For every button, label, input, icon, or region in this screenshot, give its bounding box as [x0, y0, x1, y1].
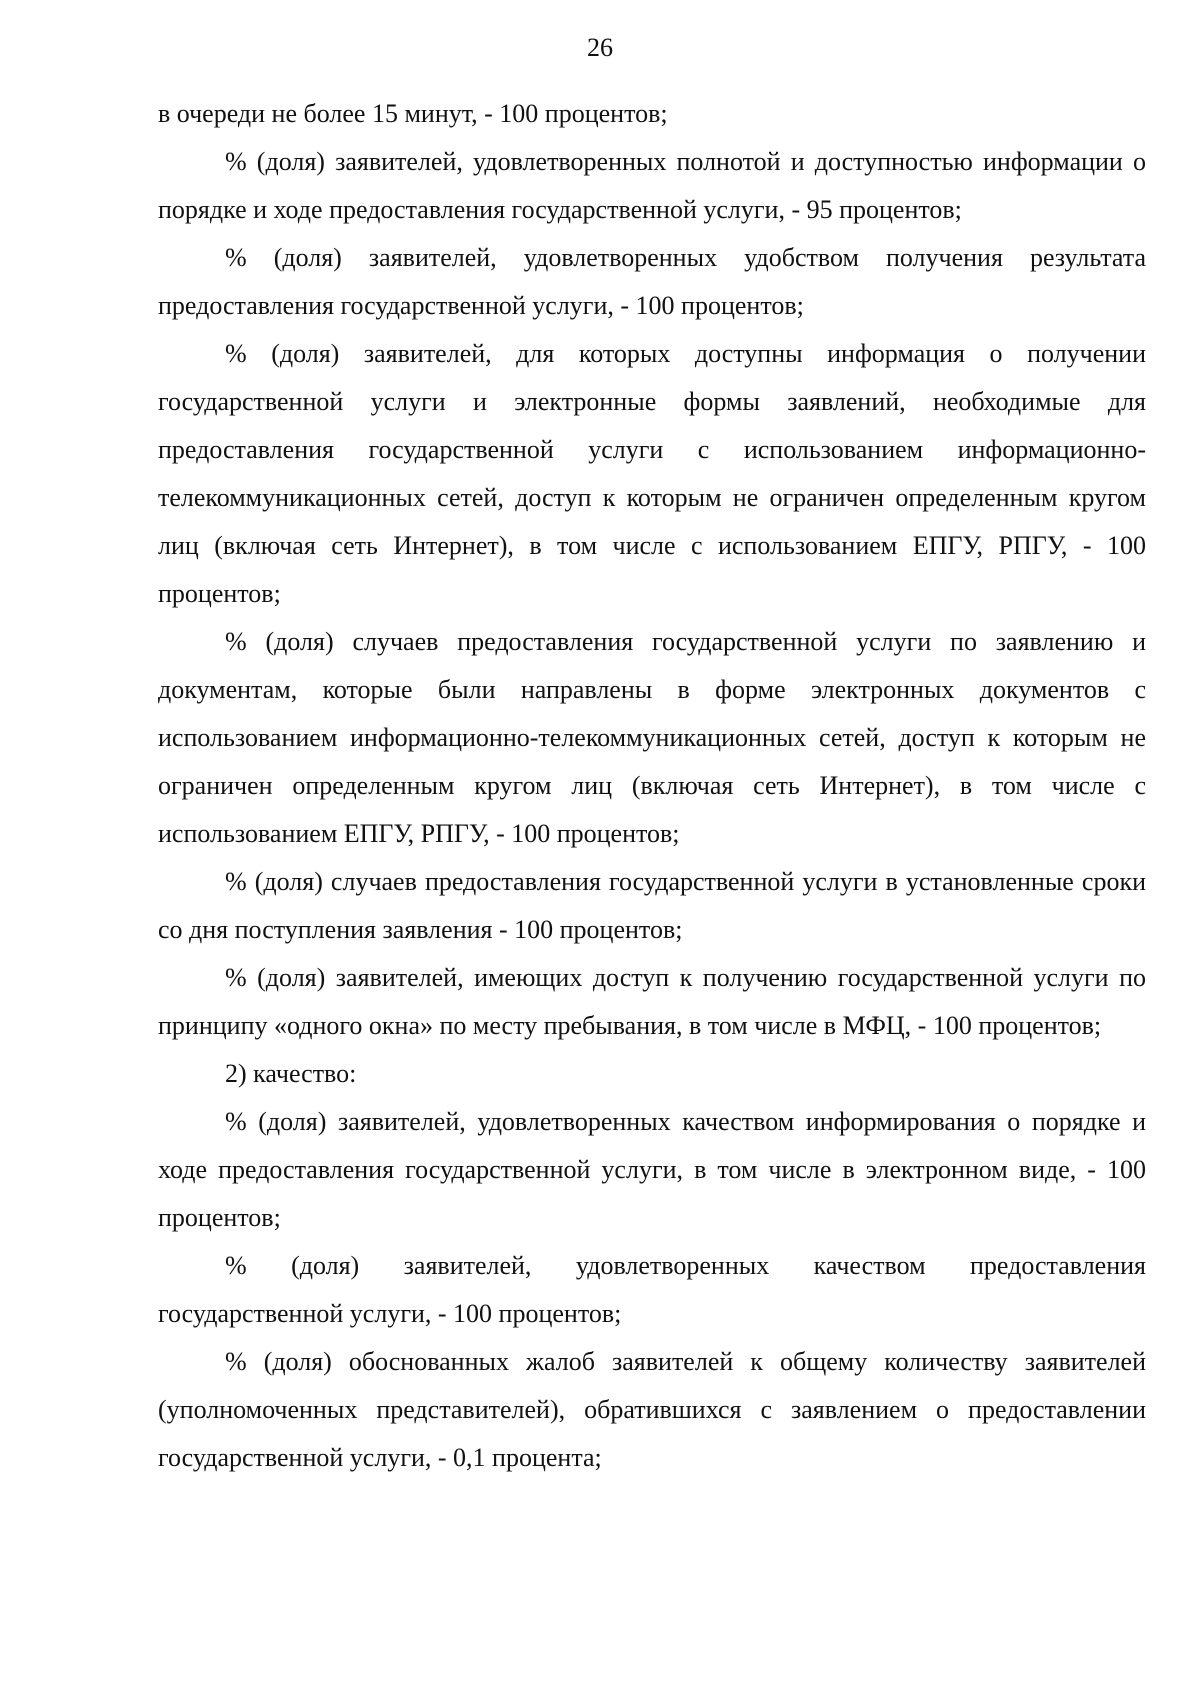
paragraph-5: % (доля) случаев предоставления государственной услуги по заявлению и документам, которые были направлены в форме электронных документов с использованием информационно-телекоммуникационных сетей, доступ к которым не ограничен определенным кругом лиц (включая сеть Интернет), в том числе с использованием ЕПГУ, РПГУ, - 100 процентов;	[158, 627, 1146, 848]
paragraph-9: % (доля) заявителей, удовлетворенных качеством информирования о порядке и ходе предоставления государственной услуги, в том числе в электронном виде, - 100 процентов;	[158, 1107, 1146, 1232]
page-number: 26	[587, 33, 613, 62]
paragraph-4: % (доля) заявителей, для которых доступны информация о получении государственной услуги и электронные формы заявлений, необходимые для предоставления государственной услуги с использованием информационно-телекоммуникационных сетей, доступ к которым не ограничен определенным кругом лиц (включая сеть Интернет), в том числе с использованием ЕПГУ, РПГУ, - 100 процентов;	[158, 339, 1146, 608]
paragraph-1: в очереди не более 15 минут, - 100 процентов;	[158, 99, 668, 128]
paragraph-8: 2) качество:	[225, 1059, 357, 1088]
paragraph-2: % (доля) заявителей, удовлетворенных полнотой и доступностью информации о порядке и ходе предоставления государственной услуги, - 95 процентов;	[158, 147, 1146, 224]
paragraph-11: % (доля) обоснованных жалоб заявителей к общему количеству заявителей (уполномоченных представителей), обратившихся с заявлением о предоставлении государственной услуги, - 0,1 процента;	[158, 1347, 1146, 1472]
paragraph-10: % (доля) заявителей, удовлетворенных качеством предоставления государственной услуги, - 100 процентов;	[158, 1251, 1146, 1328]
paragraph-3: % (доля) заявителей, удовлетворенных удобством получения результата предоставления государственной услуги, - 100 процентов;	[158, 243, 1146, 320]
paragraph-6: % (доля) случаев предоставления государственной услуги в установленные сроки со дня поступления заявления - 100 процентов;	[158, 867, 1146, 944]
document-body	[158, 90, 1146, 1482]
paragraph-7: % (доля) заявителей, имеющих доступ к получению государственной услуги по принципу «одного окна» по месту пребывания, в том числе в МФЦ, - 100 процентов;	[158, 963, 1146, 1040]
